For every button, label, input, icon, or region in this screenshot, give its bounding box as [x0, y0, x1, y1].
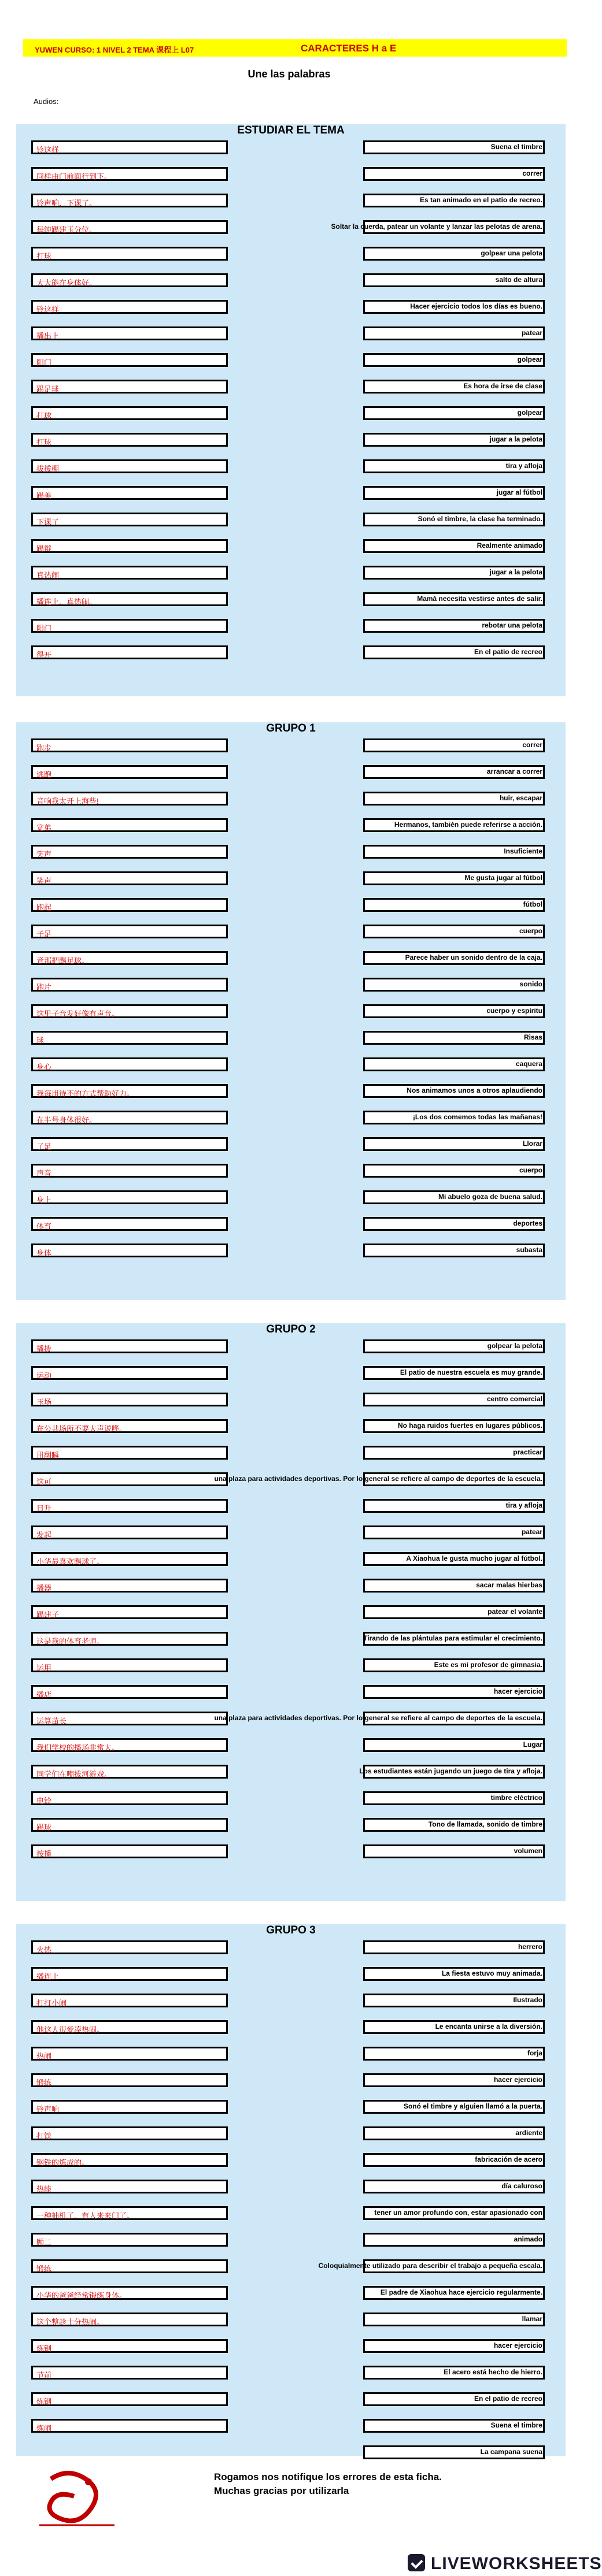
- meaning-text: Me gusta jugar al fútbol: [464, 874, 542, 882]
- meaning-text: arrancar a correr: [486, 767, 542, 775]
- chinese-word-box[interactable]: 炼钢: [31, 2339, 228, 2353]
- section-3: [16, 1323, 566, 1901]
- chinese-word-box[interactable]: 打打小闹: [31, 1994, 228, 2007]
- chinese-word-box[interactable]: 踢美: [31, 486, 228, 500]
- chinese-word-box[interactable]: 声音: [31, 1164, 228, 1178]
- chinese-word-box[interactable]: 打球: [31, 433, 228, 447]
- meaning-text: Sonó el timbre y alguien llamó a la puerta.: [403, 2102, 542, 2110]
- chinese-word-box[interactable]: 锻练: [31, 2073, 228, 2087]
- chinese-word-box[interactable]: 运动: [31, 1366, 228, 1380]
- footer-note: [214, 2470, 442, 2498]
- chinese-word-box[interactable]: 笑声: [31, 871, 228, 885]
- chinese-word-box[interactable]: 身心: [31, 1057, 228, 1071]
- meaning-text: golpear una pelota: [481, 249, 542, 257]
- chinese-word-box[interactable]: 发起: [31, 1525, 228, 1539]
- match-row: [16, 818, 566, 834]
- chinese-word-box[interactable]: 火热: [31, 1940, 228, 1954]
- chinese-word-box[interactable]: 子足: [31, 925, 228, 938]
- meaning-text: cuerpo: [519, 927, 542, 935]
- chinese-word-box[interactable]: 运用: [31, 1658, 228, 1672]
- meaning-text: Parece haber un sonido dentro de la caja.: [405, 953, 542, 962]
- match-row: [16, 1190, 566, 1207]
- match-row: [16, 765, 566, 781]
- match-row: [16, 592, 566, 608]
- match-row: [16, 2100, 566, 2116]
- meaning-text: Mi abuelo goza de buena salud.: [438, 1193, 542, 1201]
- match-row: [16, 2445, 566, 2462]
- match-row: [16, 1940, 566, 1957]
- match-row: [16, 486, 566, 502]
- chinese-word-box[interactable]: 跑起: [31, 898, 228, 912]
- chinese-word-box[interactable]: 电铃: [31, 1791, 228, 1805]
- match-row: [16, 1579, 566, 1595]
- chinese-word-box[interactable]: 玉场: [31, 1393, 228, 1406]
- chinese-word-box[interactable]: 目升: [31, 1499, 228, 1513]
- meaning-box[interactable]: [363, 925, 545, 938]
- match-row: [16, 1525, 566, 1542]
- chinese-word-box[interactable]: 铃声响，下课了。: [31, 194, 228, 207]
- match-row: [16, 1632, 566, 1648]
- meaning-box[interactable]: [363, 1525, 545, 1539]
- chinese-word-box[interactable]: 同学们在嘲拔河游戏。: [31, 1765, 228, 1779]
- meaning-text: llamar: [522, 2315, 542, 2323]
- chinese-word-box[interactable]: 在半号身体很好。: [31, 1111, 228, 1124]
- header-bar: [23, 39, 567, 57]
- meaning-text: jugar a la pelota: [489, 568, 542, 576]
- match-row: [16, 539, 566, 555]
- meaning-text: Los estudiantes están jugando un juego de tira y afloja.: [359, 1767, 542, 1775]
- match-row: [16, 1084, 566, 1100]
- chinese-word-box[interactable]: 锻练: [31, 2259, 228, 2273]
- meaning-box[interactable]: [363, 1940, 545, 1954]
- meaning-text: Sonó el timbre, la clase ha terminado.: [418, 515, 542, 523]
- match-row: [16, 326, 566, 343]
- chinese-word-box[interactable]: 踢足球: [31, 380, 228, 394]
- meaning-text: rebotar una pelota: [482, 621, 542, 629]
- meaning-text: patear el volante: [487, 1608, 542, 1616]
- chinese-word-box[interactable]: 顾二: [31, 2233, 228, 2247]
- section-title: ESTUDIAR EL TEMA: [237, 124, 345, 136]
- chinese-word-box[interactable]: 宽弟: [31, 818, 228, 832]
- meaning-text: sacar malas hierbas: [476, 1581, 542, 1589]
- meaning-text: subasta: [516, 1246, 542, 1254]
- footer-line-1: Rogamos nos notifique los errores de esta ficha.: [214, 2471, 442, 2482]
- chinese-word-box[interactable]: 了足: [31, 1137, 228, 1151]
- chinese-word-box[interactable]: 跑步: [31, 738, 228, 752]
- meaning-text: Ilustrado: [513, 1996, 542, 2004]
- match-row: [16, 1994, 566, 2010]
- meaning-box[interactable]: [363, 1137, 545, 1151]
- match-row: [16, 459, 566, 476]
- match-row: [16, 1244, 566, 1260]
- audios-label: Audios:: [34, 97, 59, 106]
- meaning-text: animado: [514, 2235, 542, 2243]
- chinese-word-box[interactable]: 这是我的体育老师。: [31, 1632, 228, 1646]
- meaning-text: tira y afloja: [505, 462, 542, 470]
- meaning-text: En el patio de recreo: [474, 2395, 542, 2403]
- meaning-text: cuerpo y espíritu: [486, 1007, 542, 1015]
- meaning-text: No haga ruidos fuertes en lugares públicos.: [397, 1421, 542, 1430]
- match-row: [16, 2392, 566, 2408]
- match-row: [16, 1738, 566, 1754]
- instructions-heading: Une las palabras: [248, 68, 331, 80]
- meaning-box[interactable]: [363, 167, 545, 181]
- match-row: [16, 978, 566, 994]
- match-row: [16, 1685, 566, 1701]
- meaning-box[interactable]: [363, 978, 545, 992]
- match-row: [16, 1712, 566, 1728]
- chinese-word-box[interactable]: 播连上: [31, 1967, 228, 1981]
- meaning-text: El patio de nuestra escuela es muy grande.: [400, 1368, 542, 1376]
- chinese-word-box[interactable]: 跑片: [31, 978, 228, 992]
- section-title: GRUPO 1: [266, 722, 316, 734]
- chinese-word-box[interactable]: 这可: [31, 1472, 228, 1486]
- match-row: [16, 1217, 566, 1233]
- chinese-word-box[interactable]: 踢建子: [31, 1605, 228, 1619]
- match-row: [16, 898, 566, 914]
- match-row: [16, 433, 566, 449]
- match-row: [16, 2073, 566, 2089]
- match-row: [16, 2259, 566, 2276]
- meaning-text: correr: [522, 741, 542, 749]
- meaning-text: hacer ejercicio: [493, 1687, 542, 1695]
- section-title: GRUPO 3: [266, 1924, 316, 1936]
- meaning-text: La fiesta estuvo muy animada.: [441, 1969, 542, 1977]
- chinese-word-box[interactable]: 这里子音发好像有声音。: [31, 1004, 228, 1018]
- match-row: [16, 1605, 566, 1621]
- meaning-text: Realmente animado: [477, 541, 542, 550]
- chinese-word-box[interactable]: 踢球: [31, 1818, 228, 1832]
- chinese-word-box[interactable]: 阳门: [31, 619, 228, 633]
- match-row: [16, 1339, 566, 1356]
- meaning-text: Le encanta unirse a la diversión.: [435, 2022, 542, 2031]
- meaning-text: A Xiaohua le gusta mucho jugar al fútbol.: [406, 1554, 542, 1562]
- chinese-word-box[interactable]: 用翻瞬: [31, 1446, 228, 1460]
- match-row: [16, 951, 566, 967]
- chinese-word-box[interactable]: 炼闹: [31, 2419, 228, 2433]
- match-row: [16, 140, 566, 157]
- match-row: [16, 1419, 566, 1435]
- match-row: [16, 220, 566, 236]
- match-row: [16, 1164, 566, 1180]
- chinese-word-box[interactable]: 铃这样: [31, 300, 228, 314]
- chinese-word-box[interactable]: 节前: [31, 2366, 228, 2380]
- match-row: [16, 925, 566, 941]
- chinese-word-box[interactable]: 炼钢: [31, 2392, 228, 2406]
- meaning-text: Hermanos, también puede referirse a acción.: [394, 821, 542, 829]
- match-row: [16, 167, 566, 183]
- meaning-text: hacer ejercicio: [493, 2076, 542, 2084]
- meaning-text: timbre eléctrico: [490, 1794, 542, 1802]
- match-row: [16, 1658, 566, 1675]
- chinese-word-box[interactable]: 音那把踢足球。: [31, 951, 228, 965]
- check-icon: [408, 2554, 425, 2571]
- chinese-word-box[interactable]: 我每用待不的方式帮助好力。: [31, 1084, 228, 1098]
- meaning-text: jugar a la pelota: [489, 435, 542, 443]
- meaning-text: ¡Los dos comemos todas las mañanas!: [412, 1113, 542, 1121]
- meaning-text: Risas: [523, 1033, 542, 1041]
- meaning-text: Tono de llamada, sonido de timbre: [428, 1820, 542, 1828]
- meaning-text: golpear: [517, 355, 542, 363]
- match-row: [16, 1446, 566, 1462]
- match-row: [16, 1765, 566, 1781]
- match-row: [16, 2419, 566, 2435]
- meaning-text: Es hora de irse de clase: [463, 382, 542, 390]
- meaning-box[interactable]: [363, 1164, 545, 1178]
- meaning-box[interactable]: [363, 738, 545, 752]
- chinese-word-box[interactable]: 播器: [31, 1579, 228, 1593]
- chinese-word-box[interactable]: 音响我太开上海些!: [31, 792, 228, 806]
- meaning-box[interactable]: [363, 898, 545, 912]
- meaning-text: sonido: [519, 980, 542, 988]
- match-row: [16, 1004, 566, 1020]
- match-row: [16, 1552, 566, 1568]
- liveworksheets-logo[interactable]: LIVEWORKSHEETS: [431, 2554, 602, 2573]
- section-title: GRUPO 2: [266, 1323, 316, 1335]
- meaning-text: Este es mi profesor de gimnasia.: [434, 1661, 542, 1669]
- chinese-word-box[interactable]: 钢铁的炼成的。: [31, 2153, 228, 2167]
- meaning-text: una plaza para actividades deportivas. Por lo general se refiere al campo de deportes de la escuela.: [214, 1714, 542, 1722]
- match-row: [16, 513, 566, 529]
- meaning-text: Soltar la cuerda, patear un volante y lanzar las pelotas de arena.: [331, 222, 542, 231]
- meaning-text: patear: [521, 329, 542, 337]
- meaning-text: correr: [522, 169, 542, 177]
- chinese-word-box[interactable]: 按播: [31, 1844, 228, 1858]
- chinese-word-box[interactable]: 踢辩: [31, 539, 228, 553]
- match-row: [16, 300, 566, 316]
- chinese-word-box[interactable]: 真热闹: [31, 566, 228, 580]
- meaning-text: Hacer ejercicio todos los días es bueno.: [410, 302, 542, 310]
- section-2: [16, 722, 566, 1300]
- meaning-text: jugar al fútbol: [496, 488, 542, 496]
- match-row: [16, 619, 566, 635]
- match-row: [16, 2313, 566, 2329]
- match-row: [16, 1111, 566, 1127]
- chinese-word-box[interactable]: 打铁: [31, 2126, 228, 2140]
- match-row: [16, 2366, 566, 2382]
- chinese-word-box[interactable]: 播店: [31, 1685, 228, 1699]
- match-row: [16, 2153, 566, 2169]
- match-row: [16, 1393, 566, 1409]
- match-row: [16, 1499, 566, 1515]
- meaning-box[interactable]: [363, 1738, 545, 1752]
- match-row: [16, 273, 566, 289]
- meaning-text: volumen: [514, 1847, 542, 1855]
- meaning-box[interactable]: [363, 1031, 545, 1045]
- meaning-text: fútbol: [523, 900, 542, 908]
- meaning-text: fabricación de acero: [475, 2155, 542, 2163]
- meaning-text: forja: [527, 2049, 542, 2057]
- meaning-box[interactable]: [363, 326, 545, 340]
- meaning-text: practicar: [513, 1448, 542, 1456]
- meaning-text: Suena el timbre: [490, 143, 542, 151]
- chinese-word-box[interactable]: 打球: [31, 406, 228, 420]
- meaning-text: Lugar: [523, 1740, 542, 1749]
- chinese-word-box[interactable]: 播出上: [31, 326, 228, 340]
- meaning-text: El padre de Xiaohua hace ejercicio regularmente.: [380, 2288, 542, 2296]
- match-row: [16, 2047, 566, 2063]
- meaning-box[interactable]: [363, 2313, 545, 2326]
- match-row: [16, 1818, 566, 1834]
- match-row: [16, 1844, 566, 1861]
- match-row: [16, 2233, 566, 2249]
- meaning-text: golpear: [517, 409, 542, 417]
- chinese-word-box[interactable]: 大大能在身体好。: [31, 273, 228, 287]
- meaning-text: Suena el timbre: [490, 2421, 542, 2429]
- course-info: YUWEN CURSO: 1 NIVEL 2 TEMA 课程上 L07: [35, 46, 194, 54]
- match-row: [16, 566, 566, 582]
- chinese-word-box[interactable]: 热能: [31, 2180, 228, 2193]
- match-row: [16, 738, 566, 755]
- match-row: [16, 645, 566, 662]
- match-row: [16, 2339, 566, 2355]
- meaning-text: día caluroso: [501, 2182, 542, 2190]
- meaning-text: herrero: [518, 1943, 542, 1951]
- match-row: [16, 2180, 566, 2196]
- meaning-box[interactable]: [363, 2047, 545, 2061]
- meaning-text: Nos animamos unos a otros aplaudiendo: [407, 1086, 542, 1094]
- match-row: [16, 1031, 566, 1047]
- meaning-text: huir, escapar: [499, 794, 542, 802]
- chinese-word-box[interactable]: 同样由门前面行到下。: [31, 167, 228, 181]
- chinese-word-box[interactable]: 身体: [31, 1244, 228, 1257]
- meaning-text: En el patio de recreo: [474, 648, 542, 656]
- chinese-word-box[interactable]: 拔拔棚: [31, 459, 228, 473]
- meaning-text: hacer ejercicio: [493, 2341, 542, 2349]
- dragon-logo-icon: [34, 2467, 120, 2537]
- footer-line-2: Muchas gracias por utilizarla: [214, 2485, 349, 2496]
- meaning-text: tira y afloja: [505, 1501, 542, 1509]
- meaning-text: tener un amor profundo con, estar apasionado con: [374, 2208, 542, 2217]
- chinese-word-box[interactable]: 这个整趁十分热闹。: [31, 2313, 228, 2326]
- meaning-text: ardiente: [515, 2129, 542, 2137]
- section-1: [16, 124, 566, 696]
- chinese-word-box[interactable]: 我们学校的播场非常大。: [31, 1738, 228, 1752]
- chinese-word-box[interactable]: 阳门: [31, 353, 228, 367]
- chinese-word-box[interactable]: 小华最喜欢踢球了。: [31, 1552, 228, 1566]
- meaning-text: patear: [521, 1528, 542, 1536]
- match-row: [16, 845, 566, 861]
- match-row: [16, 1967, 566, 1983]
- match-row: [16, 1057, 566, 1074]
- match-row: [16, 2126, 566, 2143]
- chinese-word-box[interactable]: 播连上，真热闹。: [31, 592, 228, 606]
- chinese-word-box[interactable]: 小华的爸爸经常锻练身体。: [31, 2286, 228, 2300]
- match-row: [16, 2286, 566, 2302]
- meaning-text: salto de altura: [495, 276, 542, 284]
- meaning-text: Tirando de las plántulas para estimular el crecimiento.: [363, 1634, 542, 1642]
- chinese-word-box[interactable]: 笑声: [31, 845, 228, 859]
- match-row: [16, 380, 566, 396]
- chinese-word-box[interactable]: 球: [31, 1031, 228, 1045]
- match-row: [16, 1791, 566, 1807]
- chinese-word-box[interactable]: 下课了: [31, 513, 228, 526]
- match-row: [16, 1472, 566, 1489]
- meaning-text: centro comercial: [486, 1395, 542, 1403]
- match-row: [16, 1366, 566, 1382]
- meaning-text: Coloquialmente utilizado para describir el trabajo a pequeña escala.: [318, 2262, 542, 2270]
- chinese-word-box[interactable]: 他这人很爱凑热闹。: [31, 2020, 228, 2034]
- meaning-text: una plaza para actividades deportivas. Por lo general se refiere al campo de deportes de la escuela.: [214, 1475, 542, 1483]
- meaning-text: caquera: [515, 1060, 542, 1068]
- match-row: [16, 871, 566, 888]
- match-row: [16, 247, 566, 263]
- meaning-text: Mamá necesita vestirse antes de salir.: [417, 595, 542, 603]
- meaning-text: La campana suena: [480, 2448, 542, 2456]
- chinese-word-box[interactable]: 逃跑: [31, 765, 228, 779]
- chinese-word-box[interactable]: 铃声响: [31, 2100, 228, 2114]
- meaning-text: El acero está hecho de hierro.: [444, 2368, 542, 2376]
- chinese-word-box[interactable]: 体育: [31, 1217, 228, 1231]
- chinese-word-box[interactable]: 得开: [31, 645, 228, 659]
- chinese-word-box[interactable]: 播拨: [31, 1339, 228, 1353]
- chinese-word-box[interactable]: 运算苗长: [31, 1712, 228, 1725]
- meaning-text: Es tan animado en el patio de recreo.: [419, 196, 542, 204]
- chinese-word-box[interactable]: 铃这样: [31, 140, 228, 154]
- match-row: [16, 792, 566, 808]
- chinese-word-box[interactable]: 一种抽机了，有人来来门了。: [31, 2206, 228, 2220]
- chinese-word-box[interactable]: 打球: [31, 247, 228, 261]
- chinese-word-box[interactable]: 在公共场所不要大声说哗。: [31, 1419, 228, 1433]
- match-row: [16, 2206, 566, 2222]
- chinese-word-box[interactable]: 每纯踢建玉分位。: [31, 220, 228, 234]
- meaning-text: deportes: [513, 1219, 542, 1227]
- worksheet-title: CARACTERES H a E: [301, 43, 397, 54]
- meaning-text: cuerpo: [519, 1166, 542, 1174]
- meaning-text: golpear la pelota: [487, 1342, 542, 1350]
- match-row: [16, 194, 566, 210]
- section-4: [16, 1924, 566, 2456]
- match-row: [16, 2020, 566, 2036]
- meaning-text: Insuficiente: [504, 847, 542, 855]
- chinese-word-box[interactable]: 身上: [31, 1190, 228, 1204]
- match-row: [16, 353, 566, 369]
- meaning-text: Llorar: [522, 1139, 542, 1148]
- match-row: [16, 1137, 566, 1153]
- chinese-word-box[interactable]: 热闹: [31, 2047, 228, 2061]
- match-row: [16, 406, 566, 422]
